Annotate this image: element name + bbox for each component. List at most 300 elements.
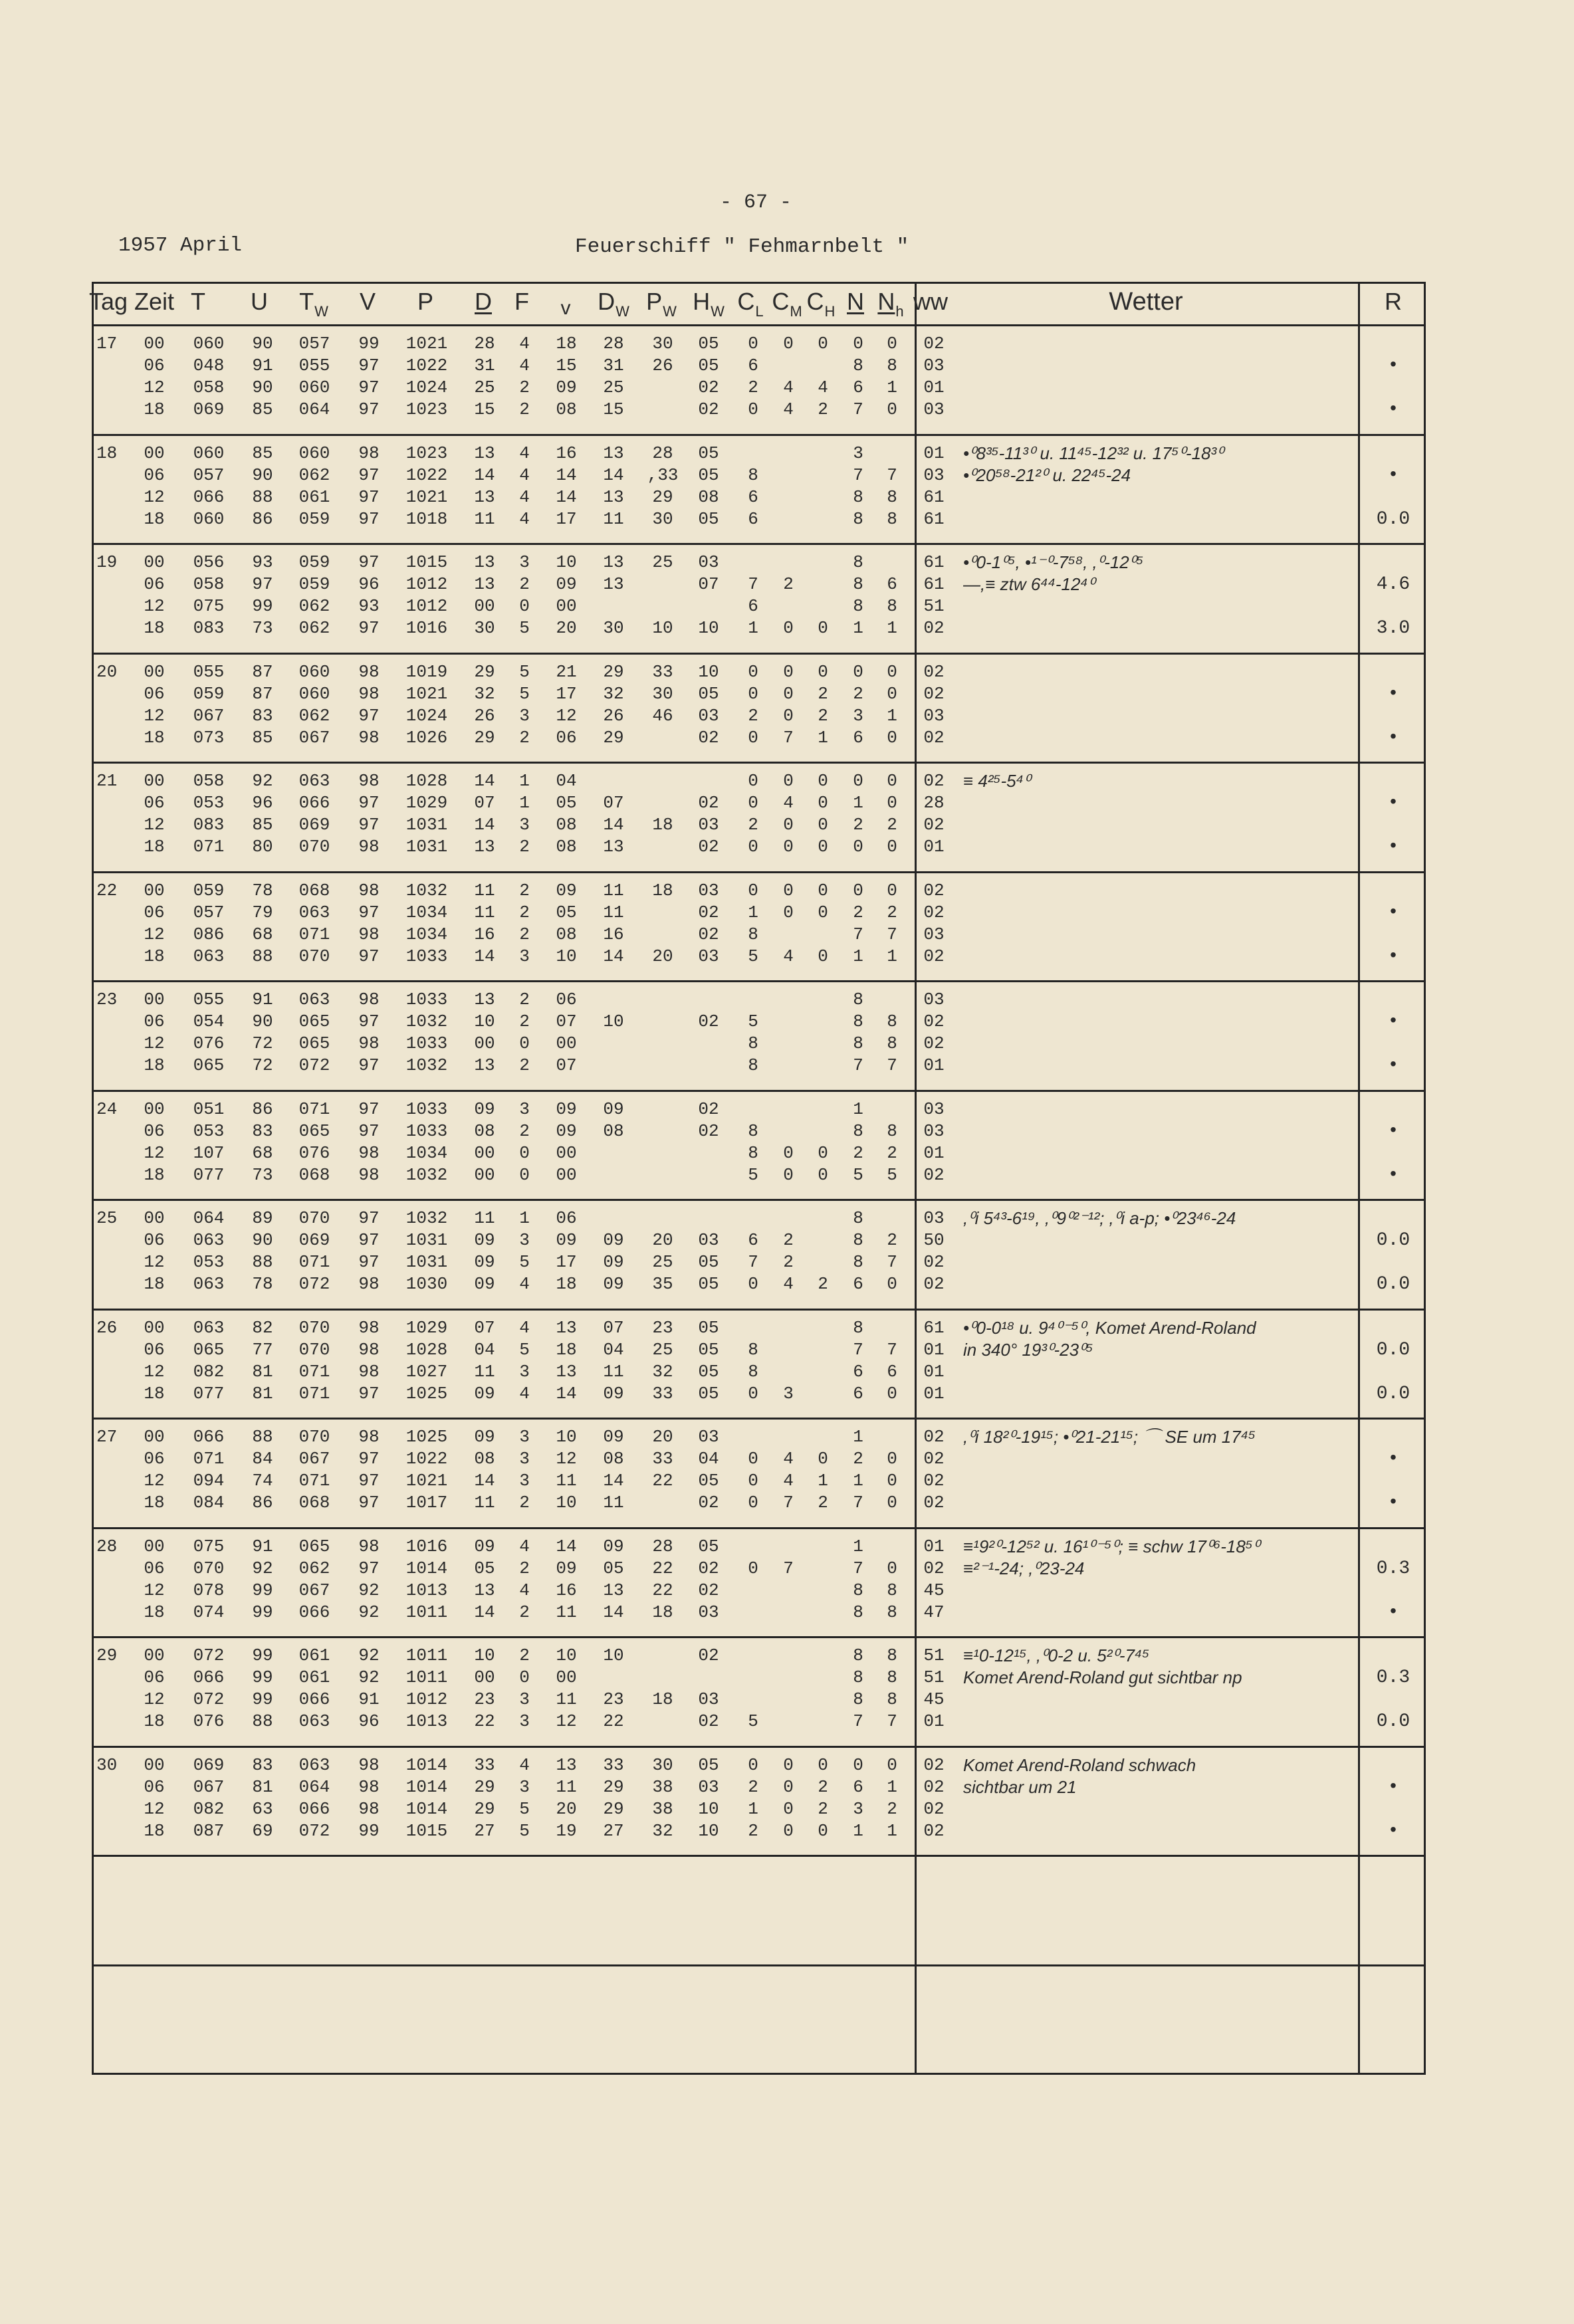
cell-ch: 1: [818, 1471, 828, 1491]
cell-zeit: 18: [144, 728, 165, 748]
cell-v-upper: 97: [358, 1011, 380, 1031]
cell-nh: 2: [887, 1230, 897, 1250]
cell-tw: 066: [298, 793, 330, 813]
cell-dw: 10: [603, 1645, 624, 1665]
cell-p: 1034: [405, 924, 448, 944]
cell-p: 1014: [405, 1558, 448, 1578]
cell-zeit: 00: [144, 552, 165, 572]
cell-hw: 10: [698, 1799, 719, 1819]
cell-v-lower: 10: [556, 552, 577, 572]
cell-ch: 0: [818, 618, 828, 638]
cell-d: 23: [474, 1689, 495, 1709]
column-header-label: C: [772, 288, 790, 315]
cell-v-lower: 11: [556, 1689, 577, 1709]
cell-ww: 50: [923, 1230, 945, 1250]
cell-tw: 071: [298, 924, 330, 944]
cell-f: 1: [519, 1208, 530, 1228]
cell-d: 09: [474, 1274, 495, 1294]
cell-ww: 01: [923, 837, 945, 857]
cell-dw: 13: [603, 487, 624, 507]
cell-t: 063: [193, 1318, 225, 1338]
cell-t: 066: [193, 487, 225, 507]
cell-t: 067: [193, 706, 225, 726]
cell-u: 99: [252, 1580, 273, 1600]
cell-d: 13: [474, 990, 495, 1009]
cell-v-upper: 97: [358, 793, 380, 813]
cell-ww: 03: [923, 465, 945, 485]
cell-cm: 0: [783, 706, 794, 726]
cell-zeit: 06: [144, 1777, 165, 1797]
cell-dw: 09: [603, 1384, 624, 1404]
cell-d: 00: [474, 1165, 495, 1185]
cell-t: 078: [193, 1580, 225, 1600]
cell-zeit: 12: [144, 1580, 165, 1600]
cell-dw: 09: [603, 1230, 624, 1250]
cell-p: 1013: [405, 1580, 448, 1600]
cell-tw: 066: [298, 1689, 330, 1709]
column-header-label: Zeit: [134, 288, 174, 315]
cell-r: •: [1387, 1121, 1399, 1142]
cell-v-lower: 06: [556, 728, 577, 748]
cell-d: 09: [474, 1099, 495, 1119]
cell-pw: 22: [652, 1558, 673, 1578]
cell-zeit: 12: [144, 815, 165, 835]
cell-d: 11: [474, 1362, 495, 1382]
cell-hw: 03: [698, 946, 719, 966]
cell-zeit: 18: [144, 1493, 165, 1513]
cell-cl: 7: [748, 1252, 758, 1272]
cell-n: 7: [853, 1493, 863, 1513]
cell-tw: 066: [298, 1602, 330, 1622]
cell-v-upper: 99: [358, 1821, 380, 1841]
cell-ch: 1: [818, 728, 828, 748]
cell-cl: 1: [748, 618, 758, 638]
cell-hw: 02: [698, 1493, 719, 1513]
cell-ww: 02: [923, 815, 945, 835]
cell-nh: 8: [887, 1121, 897, 1141]
cell-n: 8: [853, 509, 863, 529]
cell-nh: 6: [887, 574, 897, 594]
cell-v-upper: 98: [358, 837, 380, 857]
cell-p: 1031: [405, 1252, 448, 1272]
cell-v-upper: 97: [358, 1558, 380, 1578]
cell-t: 064: [193, 1208, 225, 1228]
cell-v-lower: 11: [556, 1777, 577, 1797]
cell-hw: 02: [698, 1121, 719, 1141]
cell-hw: 05: [698, 334, 719, 354]
cell-zeit: 18: [144, 946, 165, 966]
cell-pw: 33: [652, 1384, 673, 1404]
cell-n: 7: [853, 399, 863, 419]
cell-d: 14: [474, 771, 495, 791]
cell-d: 00: [474, 596, 495, 616]
cell-f: 3: [519, 946, 530, 966]
cell-n: 2: [853, 815, 863, 835]
cell-pw: ,33: [647, 465, 679, 485]
cell-v-lower: 13: [556, 1318, 577, 1338]
cell-t: 075: [193, 1536, 225, 1556]
cell-zeit: 12: [144, 1689, 165, 1709]
cell-u: 99: [252, 596, 273, 616]
cell-v-lower: 10: [556, 946, 577, 966]
cell-t: 077: [193, 1165, 225, 1185]
cell-zeit: 18: [144, 1602, 165, 1622]
cell-p: 1027: [405, 1362, 448, 1382]
cell-v-lower: 08: [556, 399, 577, 419]
cell-pw: 33: [652, 1449, 673, 1469]
cell-ww: 01: [923, 1711, 945, 1731]
cell-wetter: •⁰0-1⁰⁵, •¹⁻⁰-7⁵⁸, ,⁰-12⁰⁵: [963, 552, 1144, 572]
cell-cl: 5: [748, 946, 758, 966]
cell-f: 4: [519, 1384, 530, 1404]
cell-hw: 05: [698, 1471, 719, 1491]
cell-v-upper: 98: [358, 1799, 380, 1819]
cell-d: 14: [474, 1471, 495, 1491]
cell-ch: 2: [818, 1777, 828, 1797]
cell-pw: 25: [652, 1340, 673, 1360]
cell-wetter: •⁰8³⁵-11³⁰ u. 11⁴⁵-12³² u. 17⁵⁰-18³⁰: [963, 443, 1224, 463]
cell-v-upper: 96: [358, 574, 380, 594]
cell-f: 4: [519, 1274, 530, 1294]
cell-zeit: 06: [144, 1340, 165, 1360]
cell-wetter: ,⁰i 18²⁰-19¹⁵; •⁰21-21¹⁵; ⌒ SE um 17⁴⁵: [963, 1427, 1256, 1447]
column-header-label: U: [251, 288, 268, 315]
cell-v-lower: 10: [556, 1427, 577, 1447]
cell-r: •: [1387, 946, 1399, 967]
cell-v-upper: 97: [358, 356, 380, 375]
cell-p: 1013: [405, 1711, 448, 1731]
cell-v-lower: 09: [556, 1230, 577, 1250]
cell-ww: 03: [923, 924, 945, 944]
cell-dw: 13: [603, 837, 624, 857]
cell-tw: 065: [298, 1121, 330, 1141]
cell-p: 1011: [405, 1602, 448, 1622]
cell-v-lower: 18: [556, 1340, 577, 1360]
column-header-ww: [891, 283, 970, 320]
cell-cl: 0: [748, 1384, 758, 1404]
cell-n: 8: [853, 1645, 863, 1665]
cell-r: •: [1387, 1011, 1399, 1032]
cell-d: 09: [474, 1252, 495, 1272]
cell-t: 082: [193, 1362, 225, 1382]
cell-zeit: 06: [144, 574, 165, 594]
cell-u: 69: [252, 1821, 273, 1841]
rule-line: [92, 1090, 1426, 1092]
cell-pw: 30: [652, 509, 673, 529]
cell-n: 8: [853, 552, 863, 572]
cell-cm: 2: [783, 574, 794, 594]
cell-t: 065: [193, 1340, 225, 1360]
cell-ww: 01: [923, 1536, 945, 1556]
cell-zeit: 12: [144, 1799, 165, 1819]
cell-t: 082: [193, 1799, 225, 1819]
cell-t: 084: [193, 1493, 225, 1513]
cell-cl: 7: [748, 574, 758, 594]
cell-zeit: 18: [144, 399, 165, 419]
cell-zeit: 18: [144, 1055, 165, 1075]
cell-ww: 03: [923, 990, 945, 1009]
cell-v-lower: 09: [556, 881, 577, 900]
cell-v-upper: 97: [358, 1449, 380, 1469]
cell-n: 0: [853, 662, 863, 682]
cell-hw: 02: [698, 793, 719, 813]
cell-v-upper: 97: [358, 1208, 380, 1228]
cell-wetter: ,⁰i 5⁴³-6¹⁹, ,⁰9⁰²⁻¹²; ,⁰i a-p; •⁰23⁴⁶-24: [963, 1208, 1236, 1228]
cell-d: 08: [474, 1449, 495, 1469]
cell-dw: 15: [603, 399, 624, 419]
cell-dw: 28: [603, 334, 624, 354]
cell-zeit: 06: [144, 793, 165, 813]
cell-tag: 18: [96, 443, 118, 463]
cell-pw: 32: [652, 1821, 673, 1841]
cell-hw: 05: [698, 1274, 719, 1294]
cell-ww: 28: [923, 793, 945, 813]
cell-r: 0.0: [1376, 1711, 1410, 1732]
column-header-label: Wetter: [1109, 288, 1183, 316]
cell-cm: 0: [783, 1821, 794, 1841]
column-header-subscript: W: [711, 303, 725, 320]
cell-ww: 02: [923, 1558, 945, 1578]
cell-ww: 02: [923, 1449, 945, 1469]
cell-wetter: Komet Arend-Roland schwach: [963, 1755, 1196, 1775]
cell-v-upper: 98: [358, 1362, 380, 1382]
cell-u: 78: [252, 1274, 273, 1294]
cell-n: 7: [853, 1055, 863, 1075]
cell-hw: 05: [698, 684, 719, 704]
cell-v-lower: 06: [556, 990, 577, 1009]
cell-tag: 25: [96, 1208, 118, 1228]
cell-t: 069: [193, 1755, 225, 1775]
column-header-subscript: H: [824, 303, 836, 320]
cell-t: 107: [193, 1143, 225, 1163]
cell-u: 90: [252, 1230, 273, 1250]
cell-t: 074: [193, 1602, 225, 1622]
cell-zeit: 00: [144, 443, 165, 463]
cell-v-upper: 97: [358, 1471, 380, 1491]
cell-u: 73: [252, 618, 273, 638]
cell-pw: 18: [652, 1602, 673, 1622]
cell-ww: 02: [923, 1493, 945, 1513]
cell-d: 09: [474, 1230, 495, 1250]
cell-n: 0: [853, 837, 863, 857]
cell-ch: 0: [818, 793, 828, 813]
cell-p: 1033: [405, 990, 448, 1009]
cell-f: 3: [519, 1711, 530, 1731]
cell-v-upper: 97: [358, 902, 380, 922]
cell-u: 83: [252, 1121, 273, 1141]
cell-zeit: 18: [144, 1821, 165, 1841]
cell-d: 13: [474, 443, 495, 463]
cell-ww: 03: [923, 1121, 945, 1141]
cell-f: 4: [519, 1580, 530, 1600]
cell-v-upper: 98: [358, 1755, 380, 1775]
cell-f: 4: [519, 465, 530, 485]
cell-cl: 0: [748, 1755, 758, 1775]
cell-f: 2: [519, 881, 530, 900]
cell-n: 8: [853, 1121, 863, 1141]
cell-cm: 0: [783, 815, 794, 835]
cell-cl: 8: [748, 465, 758, 485]
cell-d: 29: [474, 1799, 495, 1819]
cell-u: 74: [252, 1471, 273, 1491]
cell-ch: 0: [818, 662, 828, 682]
cell-n: 1: [853, 1471, 863, 1491]
cell-v-upper: 97: [358, 706, 380, 726]
cell-v-lower: 06: [556, 1208, 577, 1228]
cell-dw: 10: [603, 1011, 624, 1031]
cell-pw: 25: [652, 552, 673, 572]
cell-v-upper: 98: [358, 1165, 380, 1185]
cell-tw: 057: [298, 334, 330, 354]
cell-v-lower: 09: [556, 1099, 577, 1119]
cell-u: 90: [252, 334, 273, 354]
cell-f: 4: [519, 1318, 530, 1338]
cell-ww: 02: [923, 1755, 945, 1775]
cell-u: 88: [252, 1711, 273, 1731]
cell-u: 85: [252, 728, 273, 748]
cell-pw: 29: [652, 487, 673, 507]
cell-nh: 7: [887, 465, 897, 485]
cell-d: 13: [474, 1580, 495, 1600]
cell-hw: 05: [698, 1384, 719, 1404]
cell-n: 8: [853, 1689, 863, 1709]
cell-ww: 02: [923, 1427, 945, 1447]
cell-n: 0: [853, 881, 863, 900]
cell-f: 5: [519, 1340, 530, 1360]
cell-tw: 070: [298, 1427, 330, 1447]
column-header-subscript: W: [314, 303, 328, 320]
cell-p: 1031: [405, 1230, 448, 1250]
cell-n: 6: [853, 728, 863, 748]
column-header-label: D: [475, 288, 492, 315]
cell-v-lower: 10: [556, 1493, 577, 1513]
cell-nh: 0: [887, 1384, 897, 1404]
cell-f: 2: [519, 574, 530, 594]
cell-tw: 071: [298, 1362, 330, 1382]
cell-ww: 45: [923, 1580, 945, 1600]
cell-p: 1031: [405, 837, 448, 857]
cell-r: •: [1387, 1777, 1399, 1798]
cell-u: 79: [252, 902, 273, 922]
cell-p: 1016: [405, 618, 448, 638]
cell-cl: 6: [748, 1230, 758, 1250]
cell-nh: 8: [887, 509, 897, 529]
cell-f: 0: [519, 596, 530, 616]
cell-pw: 22: [652, 1580, 673, 1600]
cell-d: 16: [474, 924, 495, 944]
cell-zeit: 18: [144, 1165, 165, 1185]
cell-n: 0: [853, 1755, 863, 1775]
cell-nh: 8: [887, 596, 897, 616]
cell-ww: 02: [923, 728, 945, 748]
cell-r: •: [1387, 793, 1399, 813]
cell-dw: 30: [603, 618, 624, 638]
cell-cl: 5: [748, 1711, 758, 1731]
cell-u: 85: [252, 399, 273, 419]
cell-tw: 064: [298, 1777, 330, 1797]
cell-n: 2: [853, 684, 863, 704]
cell-tag: 30: [96, 1755, 118, 1775]
cell-tag: 22: [96, 881, 118, 900]
cell-v-lower: 08: [556, 815, 577, 835]
cell-u: 86: [252, 509, 273, 529]
cell-ww: 03: [923, 1099, 945, 1119]
cell-t: 072: [193, 1689, 225, 1709]
cell-n: 6: [853, 1777, 863, 1797]
cell-n: 8: [853, 1230, 863, 1250]
cell-dw: 11: [603, 1362, 624, 1382]
cell-p: 1021: [405, 487, 448, 507]
cell-f: 2: [519, 728, 530, 748]
cell-wetter: •⁰20⁵⁸-21²⁰ u. 22⁴⁵-24: [963, 465, 1131, 485]
cell-p: 1016: [405, 1536, 448, 1556]
cell-v-lower: 05: [556, 902, 577, 922]
cell-f: 2: [519, 1011, 530, 1031]
cell-d: 13: [474, 574, 495, 594]
cell-tw: 064: [298, 399, 330, 419]
cell-tw: 071: [298, 1384, 330, 1404]
cell-cl: 8: [748, 1055, 758, 1075]
cell-v-upper: 97: [358, 465, 380, 485]
cell-pw: 26: [652, 356, 673, 375]
cell-zeit: 06: [144, 1667, 165, 1687]
cell-cm: 7: [783, 728, 794, 748]
cell-v-lower: 12: [556, 1449, 577, 1469]
cell-ww: 03: [923, 399, 945, 419]
cell-d: 10: [474, 1011, 495, 1031]
cell-u: 72: [252, 1033, 273, 1053]
cell-cl: 8: [748, 1340, 758, 1360]
cell-ww: 01: [923, 1340, 945, 1360]
cell-tw: 061: [298, 1667, 330, 1687]
cell-tag: 17: [96, 334, 118, 354]
cell-cl: 8: [748, 1362, 758, 1382]
cell-zeit: 18: [144, 837, 165, 857]
cell-zeit: 12: [144, 1362, 165, 1382]
cell-d: 08: [474, 1121, 495, 1141]
column-header-r: [1353, 283, 1433, 320]
cell-f: 2: [519, 1645, 530, 1665]
column-header-label: C: [737, 288, 755, 315]
cell-p: 1017: [405, 1493, 448, 1513]
cell-p: 1014: [405, 1777, 448, 1797]
cell-cl: 8: [748, 924, 758, 944]
cell-tw: 076: [298, 1143, 330, 1163]
cell-v-lower: 09: [556, 1558, 577, 1578]
cell-nh: 8: [887, 1645, 897, 1665]
cell-pw: 35: [652, 1274, 673, 1294]
cell-u: 99: [252, 1602, 273, 1622]
column-header-subscript: M: [790, 303, 802, 320]
cell-hw: 03: [698, 1230, 719, 1250]
cell-t: 075: [193, 596, 225, 616]
cell-wetter: •⁰0-0¹⁸ u. 9⁴⁰⁻⁵⁰, Komet Arend-Roland: [963, 1318, 1256, 1338]
cell-v-lower: 20: [556, 618, 577, 638]
cell-n: 6: [853, 1362, 863, 1382]
cell-dw: 32: [603, 684, 624, 704]
cell-f: 0: [519, 1165, 530, 1185]
cell-zeit: 06: [144, 1558, 165, 1578]
cell-hw: 02: [698, 1711, 719, 1731]
cell-f: 0: [519, 1667, 530, 1687]
cell-pw: 33: [652, 662, 673, 682]
cell-v-upper: 97: [358, 509, 380, 529]
cell-v-lower: 00: [556, 1033, 577, 1053]
column-header-label: C: [806, 288, 824, 315]
cell-dw: 09: [603, 1274, 624, 1294]
cell-f: 3: [519, 1427, 530, 1447]
cell-cl: 5: [748, 1165, 758, 1185]
